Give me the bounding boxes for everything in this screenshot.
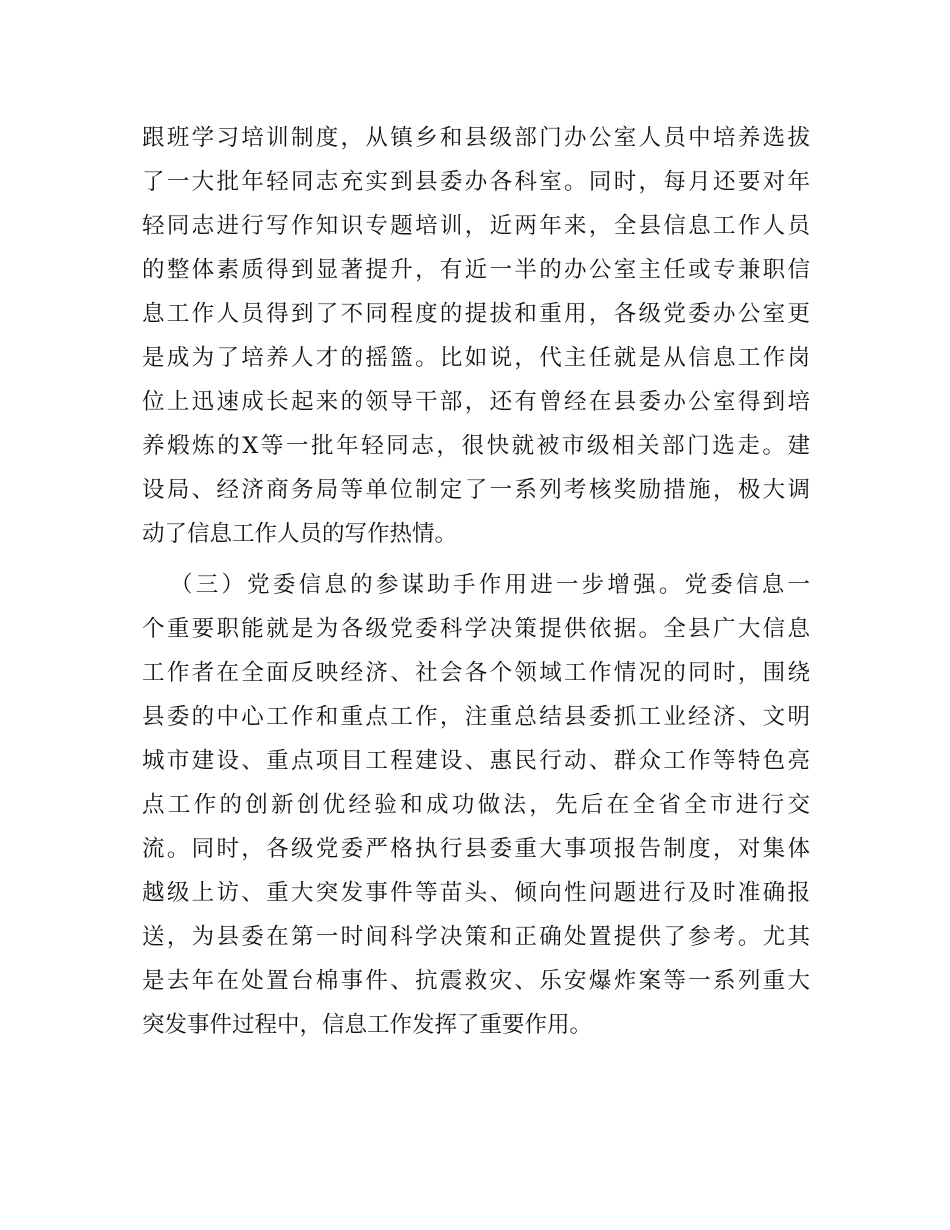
paragraph-1-line-9: 设局、经济商务局等单位制定了一系列考核奖励措施，极大调 <box>142 477 810 503</box>
paragraph-2-line-2: 个重要职能就是为各级党委科学决策提供依据。全县广大信息 <box>142 616 810 642</box>
paragraph-2-line-7: 流。同时，各级党委严格执行县委重大事项报告制度，对集体 <box>142 836 810 862</box>
paragraph-1-line-3: 轻同志进行写作知识专题培训，近两年来，全县信息工作人员 <box>142 213 810 239</box>
paragraph-2-line-6: 点工作的创新创优经验和成功做法，先后在全省全市进行交 <box>142 792 810 818</box>
paragraph-2-line-11: 突发事件过程中，信息工作发挥了重要作用。 <box>142 1012 593 1038</box>
paragraph-2-line-5: 城市建设、重点项目工程建设、惠民行动、群众工作等特色亮 <box>142 748 810 774</box>
paragraph-1-line-6: 是成为了培养人才的摇篮。比如说，代主任就是从信息工作岗 <box>142 345 810 371</box>
paragraph-1-line-1: 跟班学习培训制度，从镇乡和县级部门办公室人员中培养选拔 <box>142 125 810 151</box>
paragraph-1-line-5: 息工作人员得到了不同程度的提拔和重用，各级党委办公室更 <box>142 301 810 327</box>
paragraph-1-line-2: 了一大批年轻同志充实到县委办各科室。同时，每月还要对年 <box>142 169 810 195</box>
paragraph-1-line-8: 养煅炼的X等一批年轻同志，很快就被市级相关部门选走。建 <box>142 433 810 459</box>
paragraph-2-line-3: 工作者在全面反映经济、社会各个领域工作情况的同时，围绕 <box>142 660 810 686</box>
paragraph-2-line-4: 县委的中心工作和重点工作，注重总结县委抓工业经济、文明 <box>142 704 810 730</box>
paragraph-2-line-1: （三）党委信息的参谋助手作用进一步增强。党委信息一 <box>170 572 810 598</box>
paragraph-1-line-10: 动了信息工作人员的写作热情。 <box>142 521 458 547</box>
paragraph-1-line-7: 位上迅速成长起来的领导干部，还有曾经在县委办公室得到培 <box>142 389 810 415</box>
paragraph-2-line-8: 越级上访、重大突发事件等苗头、倾向性问题进行及时准确报 <box>142 880 810 906</box>
paragraph-2-line-10: 是去年在处置台棉事件、抗震救灾、乐安爆炸案等一系列重大 <box>142 968 810 994</box>
paragraph-2-line-9: 送，为县委在第一时间科学决策和正确处置提供了参考。尤其 <box>142 924 810 950</box>
paragraph-1-line-4: 的整体素质得到显著提升，有近一半的办公室主任或专兼职信 <box>142 257 810 283</box>
